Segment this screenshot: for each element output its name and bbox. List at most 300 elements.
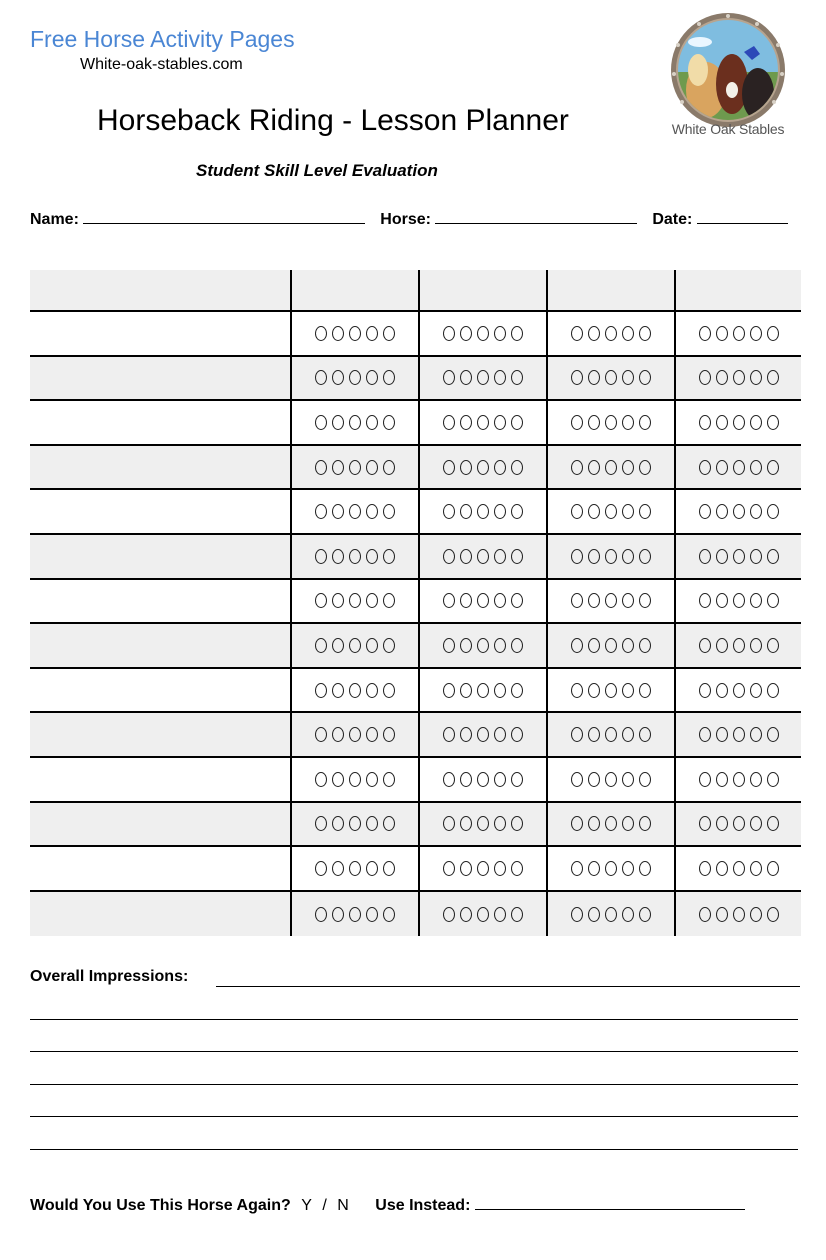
rating-circle[interactable] [622,415,634,430]
column-header-cell[interactable] [674,270,801,310]
rating-circle[interactable] [639,549,651,564]
skill-name-cell[interactable] [30,490,290,533]
rating-circle[interactable] [733,549,745,564]
rating-circle[interactable] [571,415,583,430]
rating-circle[interactable] [332,415,344,430]
rating-circle[interactable] [733,370,745,385]
rating-circle[interactable] [733,683,745,698]
rating-circle[interactable] [571,460,583,475]
rating-circle[interactable] [332,638,344,653]
rating-circle[interactable] [460,683,472,698]
rating-circle[interactable] [588,907,600,922]
rating-circle[interactable] [477,727,489,742]
rating-circle[interactable] [622,861,634,876]
rating-circle[interactable] [699,504,711,519]
rating-circle[interactable] [571,907,583,922]
rating-circle[interactable] [349,593,361,608]
rating-circle[interactable] [315,727,327,742]
rating-circle[interactable] [332,460,344,475]
rating-circle[interactable] [511,816,523,831]
rating-circle[interactable] [383,816,395,831]
rating-circle[interactable] [511,326,523,341]
date-field[interactable] [697,208,788,224]
use-instead-field[interactable] [475,1194,745,1210]
column-header-cell[interactable] [546,270,673,310]
rating-circle[interactable] [750,415,762,430]
rating-circle[interactable] [443,861,455,876]
rating-circle[interactable] [349,504,361,519]
rating-circle[interactable] [699,370,711,385]
rating-circle[interactable] [750,638,762,653]
rating-circle[interactable] [443,816,455,831]
rating-circle[interactable] [767,683,779,698]
rating-circle[interactable] [605,593,617,608]
rating-circle[interactable] [699,638,711,653]
rating-circle[interactable] [366,772,378,787]
rating-circle[interactable] [477,683,489,698]
rating-circle[interactable] [605,370,617,385]
rating-circle[interactable] [588,326,600,341]
rating-circle[interactable] [733,907,745,922]
rating-circle[interactable] [494,683,506,698]
rating-circle[interactable] [767,549,779,564]
name-field[interactable] [83,208,365,224]
rating-circle[interactable] [383,326,395,341]
rating-circle[interactable] [699,816,711,831]
rating-circle[interactable] [477,549,489,564]
rating-circle[interactable] [605,460,617,475]
rating-circle[interactable] [315,370,327,385]
rating-circle[interactable] [716,326,728,341]
rating-circle[interactable] [733,861,745,876]
rating-circle[interactable] [366,504,378,519]
rating-circle[interactable] [639,326,651,341]
rating-circle[interactable] [716,593,728,608]
rating-circle[interactable] [750,504,762,519]
rating-circle[interactable] [443,370,455,385]
rating-circle[interactable] [443,727,455,742]
rating-circle[interactable] [605,638,617,653]
rating-circle[interactable] [443,415,455,430]
yes-option[interactable]: Y [301,1197,312,1214]
rating-circle[interactable] [639,370,651,385]
rating-circle[interactable] [383,861,395,876]
rating-circle[interactable] [366,415,378,430]
rating-circle[interactable] [733,460,745,475]
rating-circle[interactable] [383,460,395,475]
rating-circle[interactable] [699,683,711,698]
rating-circle[interactable] [605,549,617,564]
rating-circle[interactable] [443,907,455,922]
rating-circle[interactable] [477,772,489,787]
skill-name-cell[interactable] [30,713,290,756]
rating-circle[interactable] [332,593,344,608]
rating-circle[interactable] [443,504,455,519]
rating-circle[interactable] [383,727,395,742]
rating-circle[interactable] [588,861,600,876]
site-url[interactable]: White-oak-stables.com [80,56,243,73]
rating-circle[interactable] [460,460,472,475]
rating-circle[interactable] [639,772,651,787]
skill-name-cell[interactable] [30,312,290,355]
rating-circle[interactable] [349,907,361,922]
rating-circle[interactable] [383,370,395,385]
rating-circle[interactable] [443,593,455,608]
rating-circle[interactable] [315,907,327,922]
rating-circle[interactable] [511,415,523,430]
rating-circle[interactable] [588,415,600,430]
rating-circle[interactable] [511,593,523,608]
rating-circle[interactable] [443,638,455,653]
rating-circle[interactable] [750,727,762,742]
rating-circle[interactable] [571,549,583,564]
impressions-line[interactable] [216,986,800,987]
rating-circle[interactable] [383,683,395,698]
rating-circle[interactable] [349,638,361,653]
rating-circle[interactable] [622,816,634,831]
rating-circle[interactable] [639,593,651,608]
skill-name-cell[interactable] [30,357,290,400]
rating-circle[interactable] [699,772,711,787]
rating-circle[interactable] [315,415,327,430]
rating-circle[interactable] [699,326,711,341]
skill-name-cell[interactable] [30,758,290,801]
rating-circle[interactable] [332,907,344,922]
rating-circle[interactable] [750,772,762,787]
rating-circle[interactable] [750,549,762,564]
rating-circle[interactable] [622,638,634,653]
skill-name-cell[interactable] [30,580,290,623]
rating-circle[interactable] [494,593,506,608]
rating-circle[interactable] [477,370,489,385]
rating-circle[interactable] [699,593,711,608]
rating-circle[interactable] [639,683,651,698]
rating-circle[interactable] [366,326,378,341]
rating-circle[interactable] [494,415,506,430]
rating-circle[interactable] [383,638,395,653]
rating-circle[interactable] [716,816,728,831]
rating-circle[interactable] [477,638,489,653]
rating-circle[interactable] [315,861,327,876]
rating-circle[interactable] [477,816,489,831]
rating-circle[interactable] [639,415,651,430]
rating-circle[interactable] [622,549,634,564]
rating-circle[interactable] [571,727,583,742]
rating-circle[interactable] [366,460,378,475]
rating-circle[interactable] [605,415,617,430]
rating-circle[interactable] [460,504,472,519]
rating-circle[interactable] [511,638,523,653]
rating-circle[interactable] [366,907,378,922]
rating-circle[interactable] [366,727,378,742]
rating-circle[interactable] [588,816,600,831]
rating-circle[interactable] [315,326,327,341]
rating-circle[interactable] [315,772,327,787]
rating-circle[interactable] [315,549,327,564]
rating-circle[interactable] [571,816,583,831]
rating-circle[interactable] [494,727,506,742]
rating-circle[interactable] [460,816,472,831]
rating-circle[interactable] [494,772,506,787]
skill-name-cell[interactable] [30,535,290,578]
rating-circle[interactable] [443,460,455,475]
rating-circle[interactable] [332,683,344,698]
column-header-cell[interactable] [290,270,417,310]
rating-circle[interactable] [315,460,327,475]
rating-circle[interactable] [733,504,745,519]
rating-circle[interactable] [588,683,600,698]
rating-circle[interactable] [716,549,728,564]
rating-circle[interactable] [622,370,634,385]
rating-circle[interactable] [605,907,617,922]
rating-circle[interactable] [349,683,361,698]
rating-circle[interactable] [494,549,506,564]
rating-circle[interactable] [750,370,762,385]
rating-circle[interactable] [622,772,634,787]
rating-circle[interactable] [315,593,327,608]
rating-circle[interactable] [511,772,523,787]
rating-circle[interactable] [622,326,634,341]
rating-circle[interactable] [716,638,728,653]
rating-circle[interactable] [605,772,617,787]
rating-circle[interactable] [571,683,583,698]
skill-name-cell[interactable] [30,446,290,489]
rating-circle[interactable] [699,861,711,876]
rating-circle[interactable] [639,638,651,653]
rating-circle[interactable] [383,593,395,608]
rating-circle[interactable] [716,415,728,430]
rating-circle[interactable] [494,460,506,475]
rating-circle[interactable] [383,772,395,787]
rating-circle[interactable] [315,638,327,653]
rating-circle[interactable] [349,549,361,564]
rating-circle[interactable] [588,593,600,608]
rating-circle[interactable] [349,727,361,742]
rating-circle[interactable] [716,504,728,519]
rating-circle[interactable] [571,861,583,876]
rating-circle[interactable] [750,861,762,876]
rating-circle[interactable] [366,593,378,608]
skill-name-cell[interactable] [30,803,290,846]
rating-circle[interactable] [366,683,378,698]
rating-circle[interactable] [332,772,344,787]
rating-circle[interactable] [588,549,600,564]
rating-circle[interactable] [349,861,361,876]
rating-circle[interactable] [366,370,378,385]
skill-name-cell[interactable] [30,401,290,444]
rating-circle[interactable] [511,549,523,564]
impressions-line[interactable] [30,1051,798,1052]
rating-circle[interactable] [443,772,455,787]
impressions-line[interactable] [30,1116,798,1117]
rating-circle[interactable] [332,816,344,831]
rating-circle[interactable] [750,816,762,831]
rating-circle[interactable] [571,772,583,787]
rating-circle[interactable] [699,415,711,430]
rating-circle[interactable] [716,460,728,475]
rating-circle[interactable] [332,727,344,742]
site-link[interactable]: Free Horse Activity Pages [30,26,295,52]
rating-circle[interactable] [716,683,728,698]
rating-circle[interactable] [511,727,523,742]
rating-circle[interactable] [332,326,344,341]
rating-circle[interactable] [460,326,472,341]
rating-circle[interactable] [460,772,472,787]
rating-circle[interactable] [571,504,583,519]
rating-circle[interactable] [733,727,745,742]
rating-circle[interactable] [349,816,361,831]
impressions-line[interactable] [30,1149,798,1150]
impressions-line[interactable] [30,1084,798,1085]
rating-circle[interactable] [349,415,361,430]
rating-circle[interactable] [767,415,779,430]
rating-circle[interactable] [733,326,745,341]
rating-circle[interactable] [460,593,472,608]
rating-circle[interactable] [315,504,327,519]
rating-circle[interactable] [605,861,617,876]
rating-circle[interactable] [460,370,472,385]
rating-circle[interactable] [767,326,779,341]
rating-circle[interactable] [767,593,779,608]
rating-circle[interactable] [349,772,361,787]
rating-circle[interactable] [460,549,472,564]
rating-circle[interactable] [443,326,455,341]
rating-circle[interactable] [733,415,745,430]
rating-circle[interactable] [494,816,506,831]
rating-circle[interactable] [332,861,344,876]
no-option[interactable]: N [337,1197,349,1214]
rating-circle[interactable] [605,504,617,519]
rating-circle[interactable] [605,816,617,831]
rating-circle[interactable] [511,504,523,519]
rating-circle[interactable] [639,727,651,742]
rating-circle[interactable] [571,638,583,653]
rating-circle[interactable] [699,907,711,922]
rating-circle[interactable] [622,593,634,608]
rating-circle[interactable] [716,772,728,787]
rating-circle[interactable] [477,907,489,922]
rating-circle[interactable] [477,415,489,430]
rating-circle[interactable] [460,638,472,653]
rating-circle[interactable] [460,907,472,922]
rating-circle[interactable] [588,638,600,653]
rating-circle[interactable] [622,727,634,742]
rating-circle[interactable] [460,415,472,430]
rating-circle[interactable] [443,549,455,564]
rating-circle[interactable] [767,861,779,876]
rating-circle[interactable] [750,593,762,608]
rating-circle[interactable] [639,504,651,519]
rating-circle[interactable] [588,370,600,385]
rating-circle[interactable] [716,907,728,922]
rating-circle[interactable] [639,816,651,831]
skill-name-cell[interactable] [30,624,290,667]
rating-circle[interactable] [639,907,651,922]
rating-circle[interactable] [511,907,523,922]
rating-circle[interactable] [494,907,506,922]
rating-circle[interactable] [639,861,651,876]
rating-circle[interactable] [349,370,361,385]
skill-name-cell[interactable] [30,892,290,937]
rating-circle[interactable] [332,370,344,385]
rating-circle[interactable] [588,772,600,787]
rating-circle[interactable] [588,460,600,475]
rating-circle[interactable] [767,460,779,475]
rating-circle[interactable] [477,504,489,519]
rating-circle[interactable] [699,460,711,475]
rating-circle[interactable] [366,861,378,876]
rating-circle[interactable] [460,727,472,742]
rating-circle[interactable] [605,326,617,341]
rating-circle[interactable] [366,816,378,831]
rating-circle[interactable] [750,326,762,341]
rating-circle[interactable] [639,460,651,475]
skill-name-cell[interactable] [30,847,290,890]
rating-circle[interactable] [494,861,506,876]
rating-circle[interactable] [750,907,762,922]
rating-circle[interactable] [699,549,711,564]
rating-circle[interactable] [767,638,779,653]
rating-circle[interactable] [767,727,779,742]
rating-circle[interactable] [767,504,779,519]
rating-circle[interactable] [477,326,489,341]
rating-circle[interactable] [571,593,583,608]
impressions-line[interactable] [30,1019,798,1020]
rating-circle[interactable] [605,727,617,742]
rating-circle[interactable] [332,549,344,564]
rating-circle[interactable] [511,861,523,876]
rating-circle[interactable] [349,460,361,475]
rating-circle[interactable] [767,772,779,787]
column-header-cell[interactable] [418,270,545,310]
rating-circle[interactable] [622,460,634,475]
rating-circle[interactable] [716,727,728,742]
rating-circle[interactable] [477,460,489,475]
rating-circle[interactable] [494,638,506,653]
rating-circle[interactable] [366,549,378,564]
rating-circle[interactable] [699,727,711,742]
rating-circle[interactable] [588,504,600,519]
rating-circle[interactable] [622,683,634,698]
rating-circle[interactable] [733,772,745,787]
rating-circle[interactable] [366,638,378,653]
rating-circle[interactable] [750,460,762,475]
rating-circle[interactable] [477,861,489,876]
rating-circle[interactable] [588,727,600,742]
rating-circle[interactable] [383,415,395,430]
rating-circle[interactable] [605,683,617,698]
rating-circle[interactable] [571,370,583,385]
rating-circle[interactable] [460,861,472,876]
rating-circle[interactable] [622,504,634,519]
rating-circle[interactable] [332,504,344,519]
skill-name-cell[interactable] [30,669,290,712]
rating-circle[interactable] [716,861,728,876]
rating-circle[interactable] [733,816,745,831]
rating-circle[interactable] [315,816,327,831]
rating-circle[interactable] [716,370,728,385]
rating-circle[interactable] [767,907,779,922]
rating-circle[interactable] [443,683,455,698]
rating-circle[interactable] [733,593,745,608]
rating-circle[interactable] [750,683,762,698]
rating-circle[interactable] [494,504,506,519]
rating-circle[interactable] [383,549,395,564]
rating-circle[interactable] [349,326,361,341]
rating-circle[interactable] [511,370,523,385]
rating-circle[interactable] [622,907,634,922]
rating-circle[interactable] [383,907,395,922]
